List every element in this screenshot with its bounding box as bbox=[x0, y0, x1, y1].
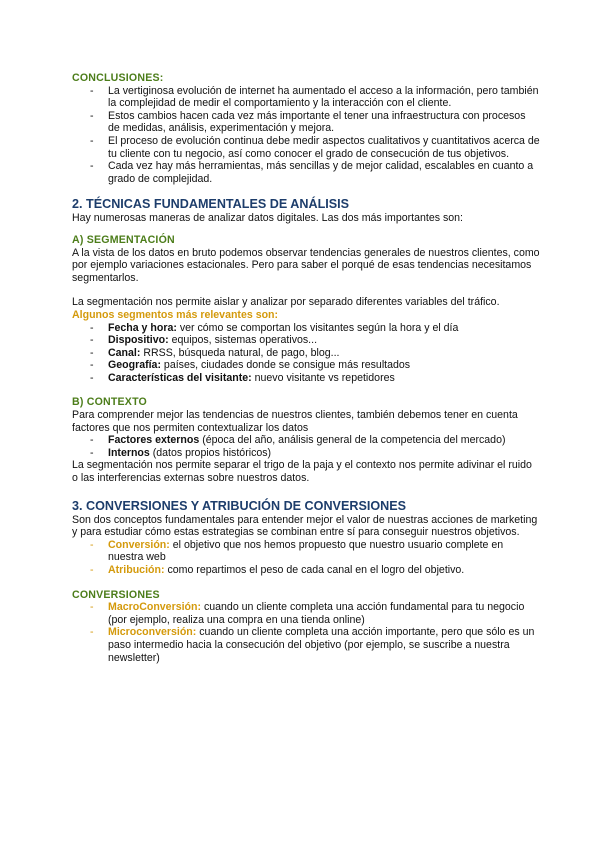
concept-desc: el objetivo que nos hemos propuesto que nuestro usuario complete en nuestra web bbox=[108, 538, 504, 564]
conversiones-section-heading: 3. CONVERSIONES Y ATRIBUCIÓN DE CONVERSIONES bbox=[72, 498, 407, 513]
list-item bbox=[72, 135, 540, 160]
list-item bbox=[72, 601, 540, 626]
dash-marker: - bbox=[90, 84, 94, 97]
contexto-term: Internos bbox=[108, 446, 150, 459]
dash-marker: - bbox=[90, 134, 94, 147]
segment-term: Dispositivo: bbox=[108, 334, 169, 347]
segmentos-list bbox=[72, 322, 540, 385]
contexto-desc: (época del año, análisis general de la competencia del mercado) bbox=[199, 434, 506, 447]
conclusiones-list bbox=[72, 85, 540, 186]
list-item bbox=[72, 539, 540, 564]
dash-marker: - bbox=[90, 626, 94, 639]
tecnicas-intro: Hay numerosas maneras de analizar datos digitales. Las dos más importantes son: bbox=[72, 212, 463, 225]
conversion-atribucion-list bbox=[72, 539, 540, 577]
contexto-desc: (datos propios históricos) bbox=[149, 446, 272, 459]
segmentacion-heading: A) SEGMENTACIÓN bbox=[72, 233, 175, 246]
segment-term: Características del visitante: bbox=[108, 371, 252, 384]
tecnicas-heading: 2. TÉCNICAS FUNDAMENTALES DE ANÁLISIS bbox=[72, 197, 350, 212]
dash-marker: - bbox=[90, 371, 94, 384]
contexto-term: Factores externos bbox=[108, 434, 200, 447]
dash-marker: - bbox=[90, 109, 94, 122]
contexto-para2: La segmentación nos permite separar el trigo de la paja y el contexto nos permite adivinar el ruido o las interferencias externas sobre nuestros datos. bbox=[72, 459, 532, 485]
concept-term: Atribución: bbox=[108, 564, 165, 576]
dash-marker: - bbox=[90, 160, 94, 173]
conversiones-section-intro: Son dos conceptos fundamentales para entender mejor el valor de nuestras acciones de marketing y para estudiar cómo estas estrategias se combinan entre sí para conseguir nuestros objetivos. bbox=[72, 513, 538, 539]
conversion-term: MacroConversión: bbox=[108, 601, 202, 614]
concept-term: Conversión: bbox=[108, 538, 170, 551]
dash-marker: - bbox=[90, 601, 94, 614]
segment-desc: ver cómo se comportan los visitantes según la hora y el día bbox=[176, 321, 459, 334]
list-item bbox=[72, 564, 540, 577]
list-item bbox=[72, 434, 540, 447]
dash-marker: - bbox=[90, 334, 94, 347]
segmentacion-para1: A la vista de los datos en bruto podemos observar tendencias generales de nuestros clientes, como por ejemplo variaciones estacionales. Pero para saber el porqué de esas tendencias necesitamos segmentarlos. bbox=[72, 246, 540, 284]
dash-marker: - bbox=[90, 538, 94, 551]
list-item bbox=[72, 359, 540, 372]
dash-marker: - bbox=[90, 359, 94, 372]
list-item bbox=[72, 85, 540, 110]
conversion-desc: cuando un cliente completa una acción importante, pero que sólo es un paso intermedio hacia la consecución del objetivo (por ejemplo, se suscribe a nuestra newsletter) bbox=[108, 626, 535, 664]
segment-term: Geografía: bbox=[108, 359, 161, 372]
list-item-text: Cada vez hay más herramientas, más sencillas y de mejor calidad, escalables en cuanto a grado de complejidad. bbox=[108, 160, 534, 185]
list-item-text: La vertiginosa evolución de internet ha aumentado el acceso a la información, pero también la complejidad de medir el comportamiento y la interacción con el cliente. bbox=[108, 84, 539, 110]
list-item bbox=[72, 160, 540, 185]
segmentos-highlight: Algunos segmentos más relevantes son: bbox=[72, 308, 279, 321]
segment-desc: RRSS, búsqueda natural, de pago, blog... bbox=[140, 346, 340, 359]
list-item bbox=[72, 334, 540, 347]
dash-marker: - bbox=[90, 346, 94, 359]
list-item bbox=[72, 110, 540, 135]
contexto-heading: B) CONTEXTO bbox=[72, 396, 147, 409]
conversiones-list bbox=[72, 601, 540, 664]
contexto-para1: Para comprender mejor las tendencias de nuestros clientes, también debemos tener en cuenta factores que nos permiten contextualizar los datos bbox=[72, 409, 518, 434]
list-item bbox=[72, 322, 540, 335]
segment-desc: equipos, sistemas operativos... bbox=[168, 334, 318, 347]
list-item bbox=[72, 447, 540, 460]
segment-term: Fecha y hora: bbox=[108, 321, 177, 334]
segmentacion-para2: La segmentación nos permite aislar y analizar por separado diferentes variables del tráfico. bbox=[72, 296, 500, 309]
conversion-term: Microconversión: bbox=[108, 626, 197, 639]
segment-desc: nuevo visitante vs repetidores bbox=[251, 371, 395, 384]
concept-desc: como repartimos el peso de cada canal en el logro del objetivo. bbox=[164, 564, 465, 576]
list-item bbox=[72, 372, 540, 385]
segment-desc: países, ciudades donde se consigue más resultados bbox=[160, 359, 411, 372]
conversion-desc: cuando un cliente completa una acción fundamental para tu negocio (por ejemplo, realiza una compra en una tienda online) bbox=[108, 601, 525, 626]
conversiones-heading: CONVERSIONES bbox=[72, 588, 160, 601]
dash-marker: - bbox=[90, 434, 94, 447]
dash-marker: - bbox=[90, 321, 94, 334]
list-item-text: El proceso de evolución continua debe medir aspectos cualitativos y cuantitativos acerca de tu cliente con tu negocio, así como conocer el grado de consecución de tus objetivos. bbox=[108, 134, 540, 160]
dash-marker: - bbox=[90, 564, 94, 576]
list-item bbox=[72, 626, 540, 664]
list-item-text: Estos cambios hacen cada vez más importante el tener una infraestructura con procesos de medidas, análisis, experimentación y mejora. bbox=[108, 109, 526, 135]
dash-marker: - bbox=[90, 446, 94, 459]
conclusiones-heading: CONCLUSIONES: bbox=[72, 72, 164, 84]
list-item bbox=[72, 347, 540, 360]
segment-term: Canal: bbox=[108, 346, 141, 359]
contexto-list bbox=[72, 434, 540, 459]
